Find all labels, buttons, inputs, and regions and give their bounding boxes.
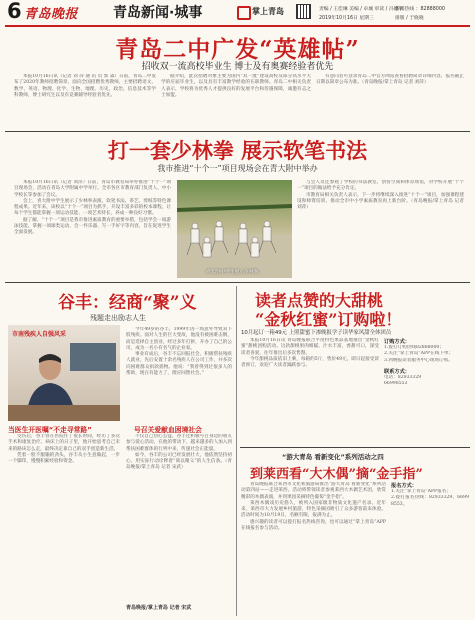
order-line-3: 3.到晚报读者服务中心现场订购。: [384, 357, 453, 363]
paper-name-logo: 青岛晚报: [24, 7, 79, 22]
article-1-para-2: 据介绍，此次招聘对象主要为国内“双一流”建设高校及部分高水平大学的应届毕业生，以及具有丰富教学经验的在职教师。青岛二中相关负责人表示，学校将为优秀人才提供良好的发展平台和待遇保障，诚邀有志之士加盟。: [161, 74, 311, 98]
article-2-col-1: [14, 180, 171, 273]
photo-label: 市南残疾人自强风采: [12, 331, 67, 338]
article-4-title: 读者点赞的大甜桃: [255, 291, 384, 310]
app-name: 掌上青岛: [252, 7, 284, 16]
article-4-subtitle: 10月起订一箱49元 上照甜蜜下渗晚报学子读华家风甜全体团员: [241, 330, 392, 336]
article-5-sidebar: [391, 482, 469, 612]
article-3-para-5: 不仅自己热心公益，谷丰还积极号召身边的朋友参与爱心活动。在他的带动下，越来越多的人加入到帮扶困难群体的行列中来，传递社会正能量。: [126, 434, 232, 452]
article-5-kicker: “游大青岛 看新变化”系列活动之四: [282, 453, 384, 461]
article-1-para-3: 有意向者可登录青岛二中官方网站查看招聘简章详细内容，报名截止日期以简章公布为准。（青岛晚报/掌上青岛 记者 刘萍）: [316, 74, 464, 86]
article-3-col-3: [126, 434, 232, 594]
page-number: 6: [7, 0, 22, 23]
article-1-subtitle: 招收双一流高校毕业生 博士及有奥赛经验者优先: [141, 62, 334, 72]
article-3-col-2: [8, 434, 120, 610]
article-3-title: 谷丰：经商“聚”义: [58, 293, 197, 313]
article-2-subtitle: 我市推进“十个一”项目现场会在青大附中举办: [157, 164, 318, 173]
article-2-para-5: 市教育局相关负责人表示，下一步将继续深入推进“十个一”项目，加强课程建设和师资培训，推动全市中小学素质教育再上新台阶。（青岛晚报/掌上青岛 记者 刘萍）: [297, 192, 464, 211]
contact-line-1: 电话：82933329: [384, 374, 422, 380]
order-line-2: 2.关注“掌上青岛”APP在线下单；: [384, 351, 454, 357]
martial-arts-students-image: [177, 180, 292, 278]
qr-code-icon: [296, 4, 311, 19]
signup-label: 报名方式：: [391, 483, 417, 489]
article-3-para-3: 受伤后，谷丰曾在医院住了很长时间，经历了多次手术和康复治疗。病床上的日子里，他开始思考自己未来的路该怎么走，最终决定靠自己的双手创造新生活。: [8, 434, 120, 452]
section-head-1: 当医生开医嘱“不走寻常路”: [8, 426, 92, 434]
article-1-para-1: 本报10月16日讯（记者 刘 萍 通 讯 员 郭 淼）日前，青岛二中发布了2020年教师招聘简章，面向全国招聘优秀教师，主要招聘语文、数学、英语、物理、化学、生物、地理、历史、政治、信息技术等学科教师，博士研究生以及有竞赛辅导经验者优先。: [14, 74, 156, 98]
app-logo-icon: [237, 6, 251, 20]
article-4-para-1: 本报10月16日讯 青岛晚报联合平度特色果品基地推出“金秋红蜜”甜桃团购活动。这款甜桃果肉细腻、汁水丰富，香甜可口，深受读者喜爱，往年推出后多次售罄。: [241, 338, 379, 356]
order-line-1: 1.拨打订购热线82888000；: [384, 345, 444, 350]
article-2-para-4: 与会人员还参观了学校的书法教室、创客空间和体育场馆，对学校开展“十个一”项目的做法给予充分肯定。: [297, 180, 464, 192]
contact-line-2: 66998553: [384, 381, 408, 387]
signup-line-1: 1.关注“掌上青岛”APP报名；: [391, 489, 451, 494]
article-2-col-2: [297, 180, 464, 273]
article-3-photo: [8, 325, 120, 421]
page-header: [0, 0, 475, 25]
article-2-title: 打一套少林拳 展示软笔书法: [107, 138, 368, 163]
article-2-para-1: 本报10月16日讯（记者 刘萍）日前，青岛市教育局举办推进“十个一”项目现场会，活动在青岛大学附属中学举行。全市各区市教育部门负责人、中小学校长等参加了会议。: [14, 180, 171, 198]
article-3-para-6: 如今，谷丰的公司已经发展壮大，他依然坚持初心，用实际行动诠释着“商以聚义”的人生信条。（青岛晚报/掌上青岛 记者 宋武）: [126, 452, 232, 471]
article-4-para-2: 今年甜桃品质依旧上乘，每箱约5斤，售价49元，即日起接受读者预订，欢迎广大读者踊跃参与。: [241, 356, 379, 369]
vertical-divider: [236, 286, 237, 616]
article-5-para-1: 青岛晚报联合莱西市文化和旅游局推出“游大青岛 看新变化”系列活动第四站——走进莱西。活动将带领读者参观莱西大木偶艺术团，欣赏精彩的木偶表演，并到果园采摘特色葡萄“金手指”。: [241, 482, 386, 500]
article-1-col-2: [161, 74, 311, 129]
article-3-para-4: 凭着一股不服输的劲头，谷丰从小生意做起，一步一个脚印，慢慢积累经验和资金。: [8, 452, 120, 465]
article-2-photo: [177, 180, 292, 278]
article-5-para-2: 莱西木偶戏历史悠久，被列入国家级非物质文化遗产名录。近年来，莱西市大力发展乡村旅游，特色采摘园吸引了众多游客前来体验。活动时间为10月19日，名额有限，报满为止。: [241, 500, 386, 519]
article-2-para-2: 会上，青大附中学生展示了少林拳表演、软笔书法、茶艺、剪纸等特色课程成果。近年来，该校以“十个一”项目为抓手，开设丰富多彩的校本课程，让每个学生都能掌握一项运动技能、一项艺术特长，养成一种良好习惯。: [14, 198, 171, 217]
header-rule: [5, 25, 470, 27]
article-5-title: 到莱西看“大木偶”摘“金手指”: [250, 467, 423, 482]
article-3-para-2: 事业有成后，谷丰不忘回报社会，积极帮扶残疾人就业，先后安置十余名残疾人在公司工作，并多次向困难群众捐款捐物。他说：“我曾得到过很多人的帮助，现在有能力了，理应回馈社会。”: [126, 352, 232, 377]
app-logo: [237, 6, 287, 20]
article-4-sidebar: [384, 338, 468, 443]
article-3-col-1: [126, 327, 232, 421]
article-1-title: 青岛二中广发“英雄帖”: [115, 36, 360, 63]
article-3-subtitle: 残题走出励志人生: [90, 314, 146, 322]
divider-2: [5, 282, 470, 283]
section-head-2: 号召关爱献血困境社会: [134, 426, 202, 434]
article-3-para-1: 今年49岁的谷丰，1999年因一场意外导致双下肢残疾。面对人生的巨大变故，他没有被困难击倒，而是选择自主创业，经过多年打拼，开办了自己的公司，成为一名小有名气的企业家。: [126, 327, 232, 351]
divider-3: [240, 447, 470, 448]
photo-caption: 青大附中学生展示少林拳。: [205, 270, 264, 275]
news-hotline: 新闻热线 ：82888000: [395, 7, 445, 12]
article-4-col-1: [241, 338, 379, 443]
article-3-byline: 青岛晚报/掌上青岛 记者 宋武: [126, 605, 192, 611]
signup-line-2: 2.拨打报名热线：82933329、66998553。: [391, 495, 469, 507]
article-1-col-1: [14, 74, 156, 129]
section-title: 青岛新闻·城事: [113, 5, 203, 21]
article-5-para-3: 感兴趣的读者可以拨打报名热线咨询，也可以通过“掌上青岛”APP在线报名参与活动。: [241, 519, 386, 532]
contact-label: 联系方式：: [384, 368, 410, 375]
man-at-desk-image: [8, 325, 120, 421]
article-1-col-3: [316, 74, 464, 129]
article-5-col-1: [241, 482, 386, 614]
layout-editor: 排版 / 于晓晓: [395, 16, 424, 21]
date-line: 2019年10月16日 星期三: [319, 16, 374, 21]
order-label: 订购方式：: [384, 339, 410, 345]
article-4-title-2: “金秋红蜜”订购啦！: [255, 310, 402, 329]
editor-line: 责编 / 王佳琳 美编 / 卓城 审读 / 冯德军: [319, 7, 404, 12]
article-2-para-3: 据了解，“十个一”项目是我市推进素质教育的重要举措，包括学会一项游泳技能、掌握一项球类运动、会一件乐器、写一手好字等内容，旨在促进学生全面发展。: [14, 217, 171, 236]
divider-1: [5, 131, 470, 132]
